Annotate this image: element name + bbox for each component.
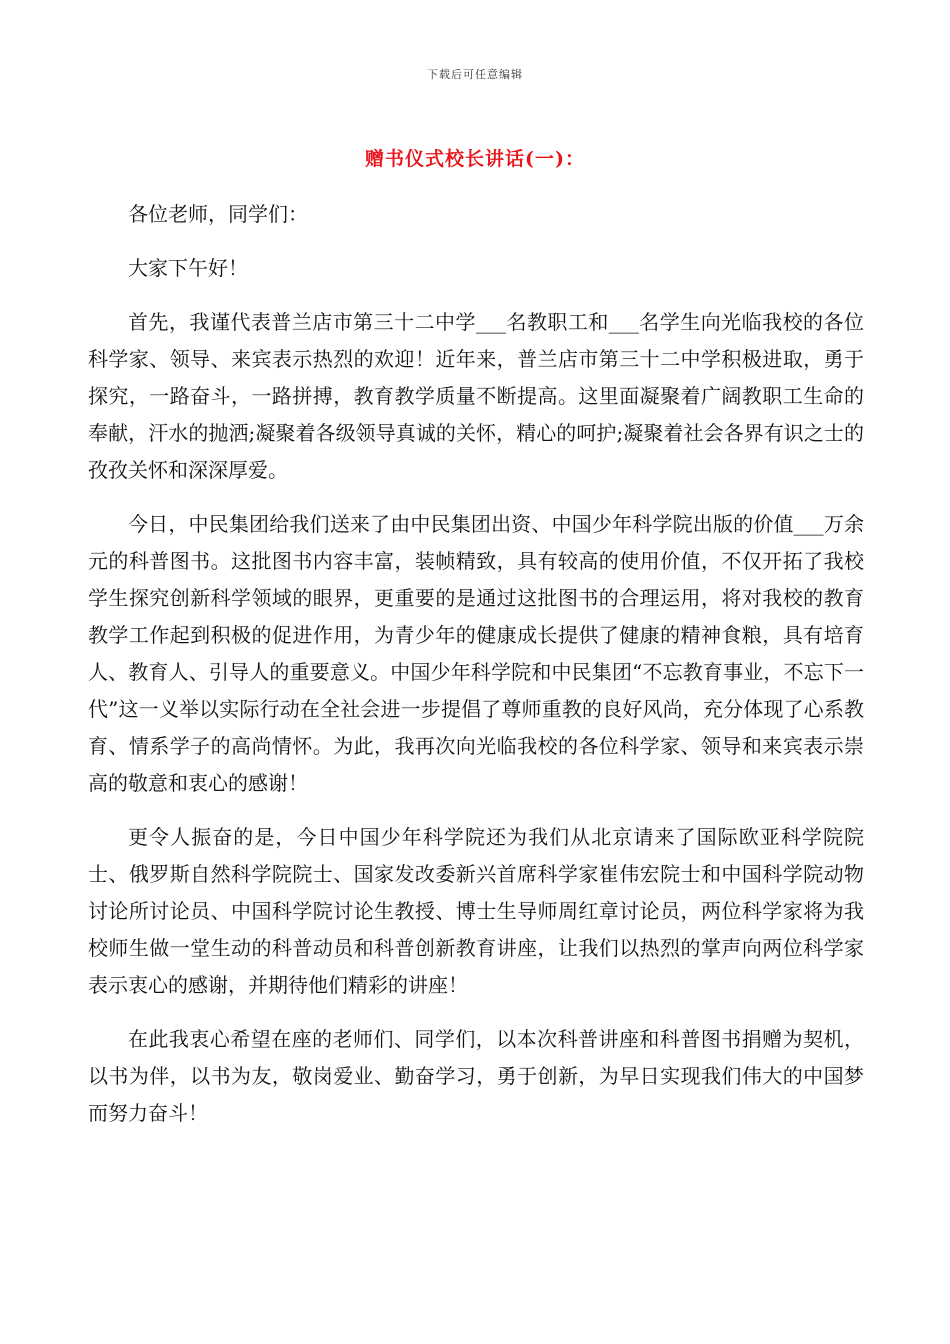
document-title: 赠书仪式校长讲话(一)： (365, 148, 585, 170)
greeting: 大家下午好！ (128, 256, 248, 280)
document-body (88, 196, 864, 1149)
paragraph-3: 更令人振奋的是，今日中国少年科学院还为我们从北京请来了国际欧亚科学院院士、俄罗斯自然科学院院士、国家发改委新兴首席科学家崔伟宏院士和中国科学院动物讨论所讨论员、中国科学院讨论生教授、博士生导师周红章讨论员，两位科学家将为我校师生做一堂生动的科普动员和科普创新教育讲座，让我们以热烈的掌声向两位科学家表示衷心的感谢，并期待他们精彩的讲座！ (88, 825, 864, 997)
paragraph-4: 在此我衷心希望在座的老师们、同学们，以本次科普讲座和科普图书捐赠为契机，以书为伴，以书为友，敬岗爱业、勤奋学习，勇于创新，为早日实现我们伟大的中国梦而努力奋斗！ (88, 1027, 864, 1125)
paragraph-2: 今日，中民集团给我们送来了由中民集团出资、中国少年科学院出版的价值___万余元的科普图书。这批图书内容丰富，装帧精致，具有较高的使用价值，不仅开拓了我校学生探究创新科学领域的眼界，更重要的是通过这批图书的合理运用，将对我校的教育教学工作起到积极的促进作用，为青少年的健康成长提供了健康的精神食粮，具有培育人、教育人、引导人的重要意义。中国少年科学院和中民集团“不忘教育事业，不忘下一代”这一义举以实际行动在全社会进一步提倡了尊师重教的良好风尚，充分体现了心系教育、情系学子的高尚情怀。为此，我再次向光临我校的各位科学家、领导和来宾表示崇高的敬意和衷心的感谢！ (88, 512, 864, 795)
paragraph-1: 首先，我谨代表普兰店市第三十二中学___名教职工和___名学生向光临我校的各位科学家、领导、来宾表示热烈的欢迎！近年来，普兰店市第三十二中学积极进取，勇于探究，一路奋斗，一路拼搏，教育教学质量不断提高。这里面凝聚着广阔教职工生命的奉献，汗水的抛洒;凝聚着各级领导真诚的关怀，精心的呵护;凝聚着社会各界有识之士的孜孜关怀和深深厚爱。 (88, 310, 864, 482)
page-header: 下载后可任意编辑 (427, 68, 523, 81)
salutation: 各位老师，同学们： (128, 202, 308, 226)
